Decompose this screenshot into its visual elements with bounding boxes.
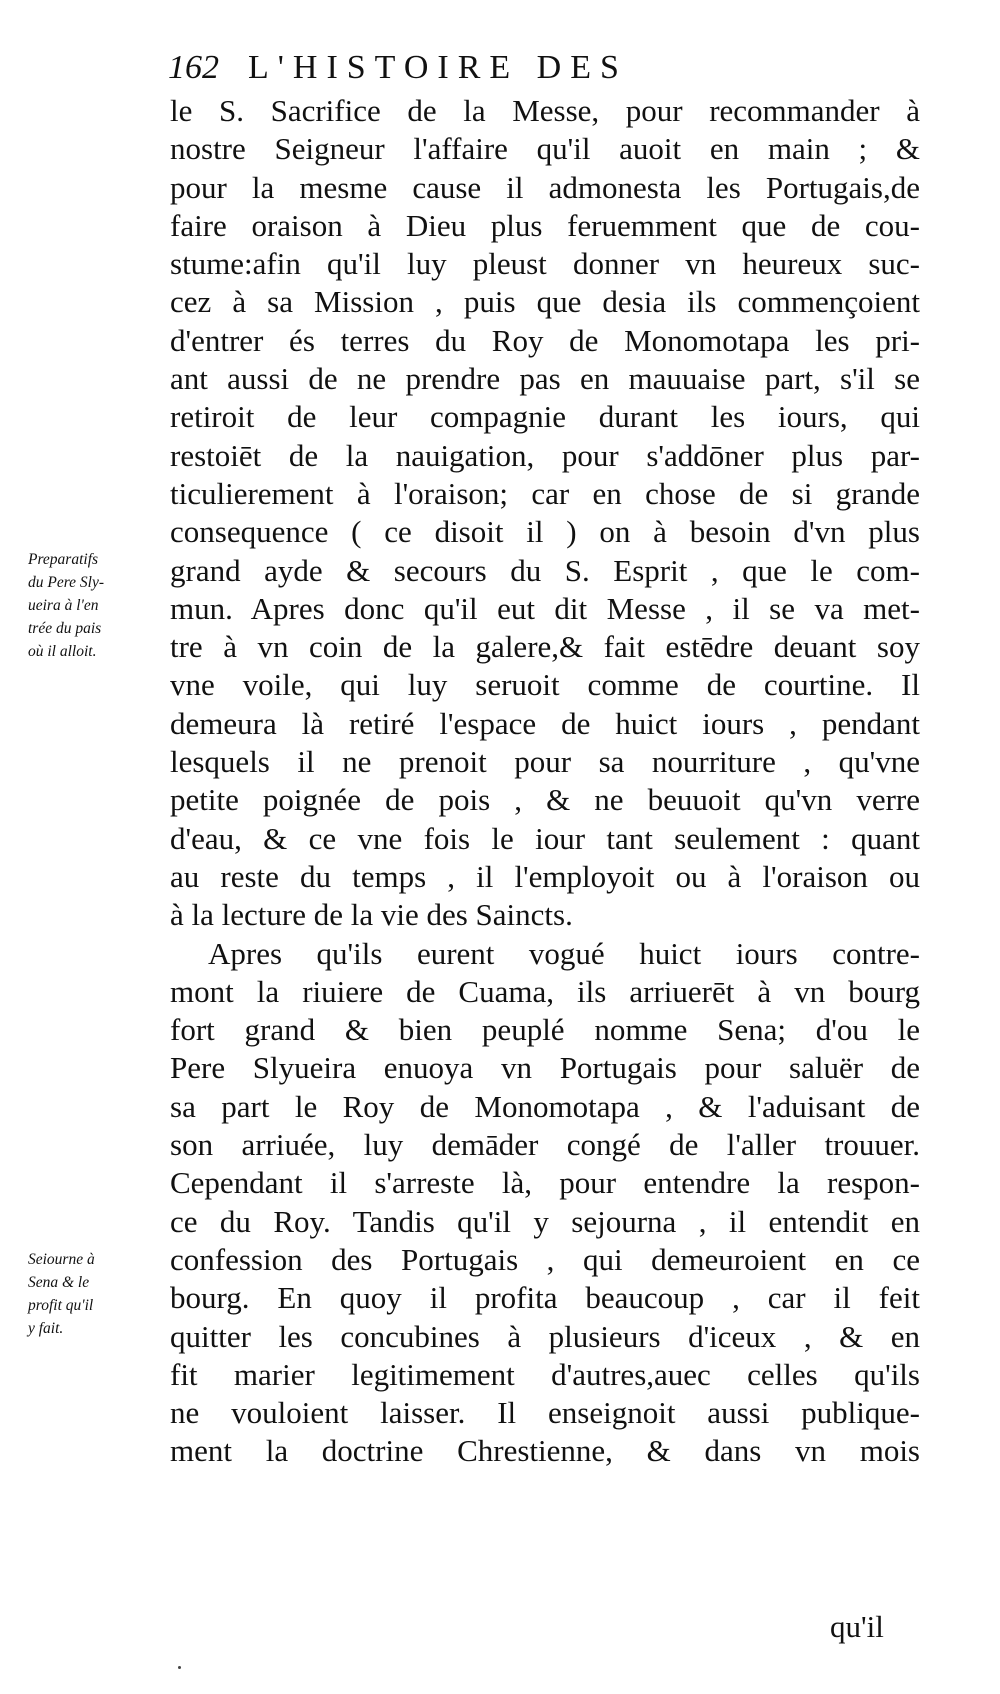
text-line: mun. Apres donc qu'il eut dit Messe , il se va met-: [170, 590, 920, 626]
catchword: qu'il: [830, 1609, 884, 1644]
text-line: demeura là retiré l'espace de huict iours , pendant: [170, 705, 920, 741]
marginal-note-line: Preparatifs: [28, 551, 99, 568]
text-line: faire oraison à Dieu plus feruemment que de cou-: [170, 207, 920, 243]
marginal-note-line: où il alloit.: [28, 643, 97, 660]
text-line: d'eau, & ce vne fois le iour tant seulement : quant: [170, 820, 920, 856]
text-line: confession des Portugais , qui demeuroient en ce: [170, 1241, 920, 1277]
text-line: quitter les concubines à plusieurs d'iceux , & en: [170, 1318, 920, 1354]
text-line: d'entrer és terres du Roy de Monomotapa les pri-: [170, 322, 920, 358]
text-line: bourg. En quoy il profita beaucoup , car il feit: [170, 1280, 920, 1316]
marginal-note-preparations: [28, 548, 164, 663]
text-line: ment la doctrine Chrestienne, & dans vn mois: [170, 1433, 920, 1469]
text-line: son arriuée, luy demāder congé de l'aller trouuer.: [170, 1127, 920, 1163]
marginal-note-line: Seiourne à: [28, 1251, 95, 1268]
text-line: fit marier legitimement d'autres,auec celles qu'ils: [170, 1356, 920, 1392]
marginal-note-sena: [28, 1248, 164, 1340]
text-line: grand ayde & secours du S. Esprit , que le com-: [170, 552, 920, 588]
text-line: Pere Slyueira enuoya vn Portugais pour saluër de: [170, 1050, 920, 1086]
text-line: tre à vn coin de la galere,& fait estēdre deuant soy: [170, 629, 920, 665]
marginal-note-line: ueira à l'en: [28, 597, 99, 614]
text-line: ce du Roy. Tandis qu'il y sejourna , il entendit en: [170, 1203, 920, 1239]
text-line: ticulierement à l'oraison; car en chose de si grande: [170, 475, 920, 511]
text-line: le S. Sacrifice de la Messe, pour recommander à: [170, 93, 920, 128]
marginal-note-line: Sena & le: [28, 1274, 90, 1291]
text-line: Apres qu'ils eurent vogué huict iours contre-: [208, 935, 920, 971]
text-line: consequence ( ce disoit il ) on à besoin d'vn plus: [170, 514, 920, 550]
running-title: L'HISTOIRE DES: [248, 49, 628, 86]
text-line: au reste du temps , il l'employoit ou à l'oraison ou: [170, 858, 920, 894]
text-line: stume:afin qu'il luy pleust donner vn heureux suc-: [170, 246, 920, 282]
text-line: petite poignée de pois , & ne beuuoit qu'vn verre: [170, 782, 920, 818]
text-line: vne voile, qui luy seruoit comme de courtine. Il: [170, 667, 920, 703]
body-text: [170, 92, 920, 1471]
running-head: [168, 46, 788, 90]
text-line: cez à sa Mission , puis que desia ils commençoient: [170, 284, 920, 320]
text-line: ne vouloient laisser. Il enseignoit aussi publique-: [170, 1395, 920, 1431]
text-line: nostre Seigneur l'affaire qu'il auoit en main ; &: [170, 131, 920, 167]
text-line: ant aussi de ne prendre pas en mauuaise part, s'il se: [170, 361, 920, 397]
text-line: sa part le Roy de Monomotapa , & l'aduisant de: [170, 1088, 920, 1124]
marginal-note-line: trée du pais: [28, 620, 102, 637]
marginal-note-line: profit qu'il: [28, 1297, 94, 1314]
text-line: à la lecture de la vie des Saincts.: [170, 897, 573, 933]
marginal-note-line: du Pere Sly-: [28, 574, 105, 591]
marginal-note-line: y fait.: [28, 1320, 64, 1337]
text-line: retiroit de leur compagnie durant les iours, qui: [170, 399, 920, 435]
text-line: fort grand & bien peuplé nomme Sena; d'ou le: [170, 1012, 920, 1048]
text-line: Cependant il s'arreste là, pour entendre la respon-: [170, 1165, 920, 1201]
text-line: mont la riuiere de Cuama, ils arriuerēt à vn bourg: [170, 973, 920, 1009]
page-number: 162: [168, 49, 219, 86]
print-speck: [178, 1666, 181, 1669]
text-line: restoiēt de la nauigation, pour s'addōner plus par-: [170, 437, 920, 473]
text-line: pour la mesme cause il admonesta les Portugais,de: [170, 169, 920, 205]
text-line: lesquels il ne prenoit pour sa nourriture , qu'vne: [170, 744, 920, 780]
